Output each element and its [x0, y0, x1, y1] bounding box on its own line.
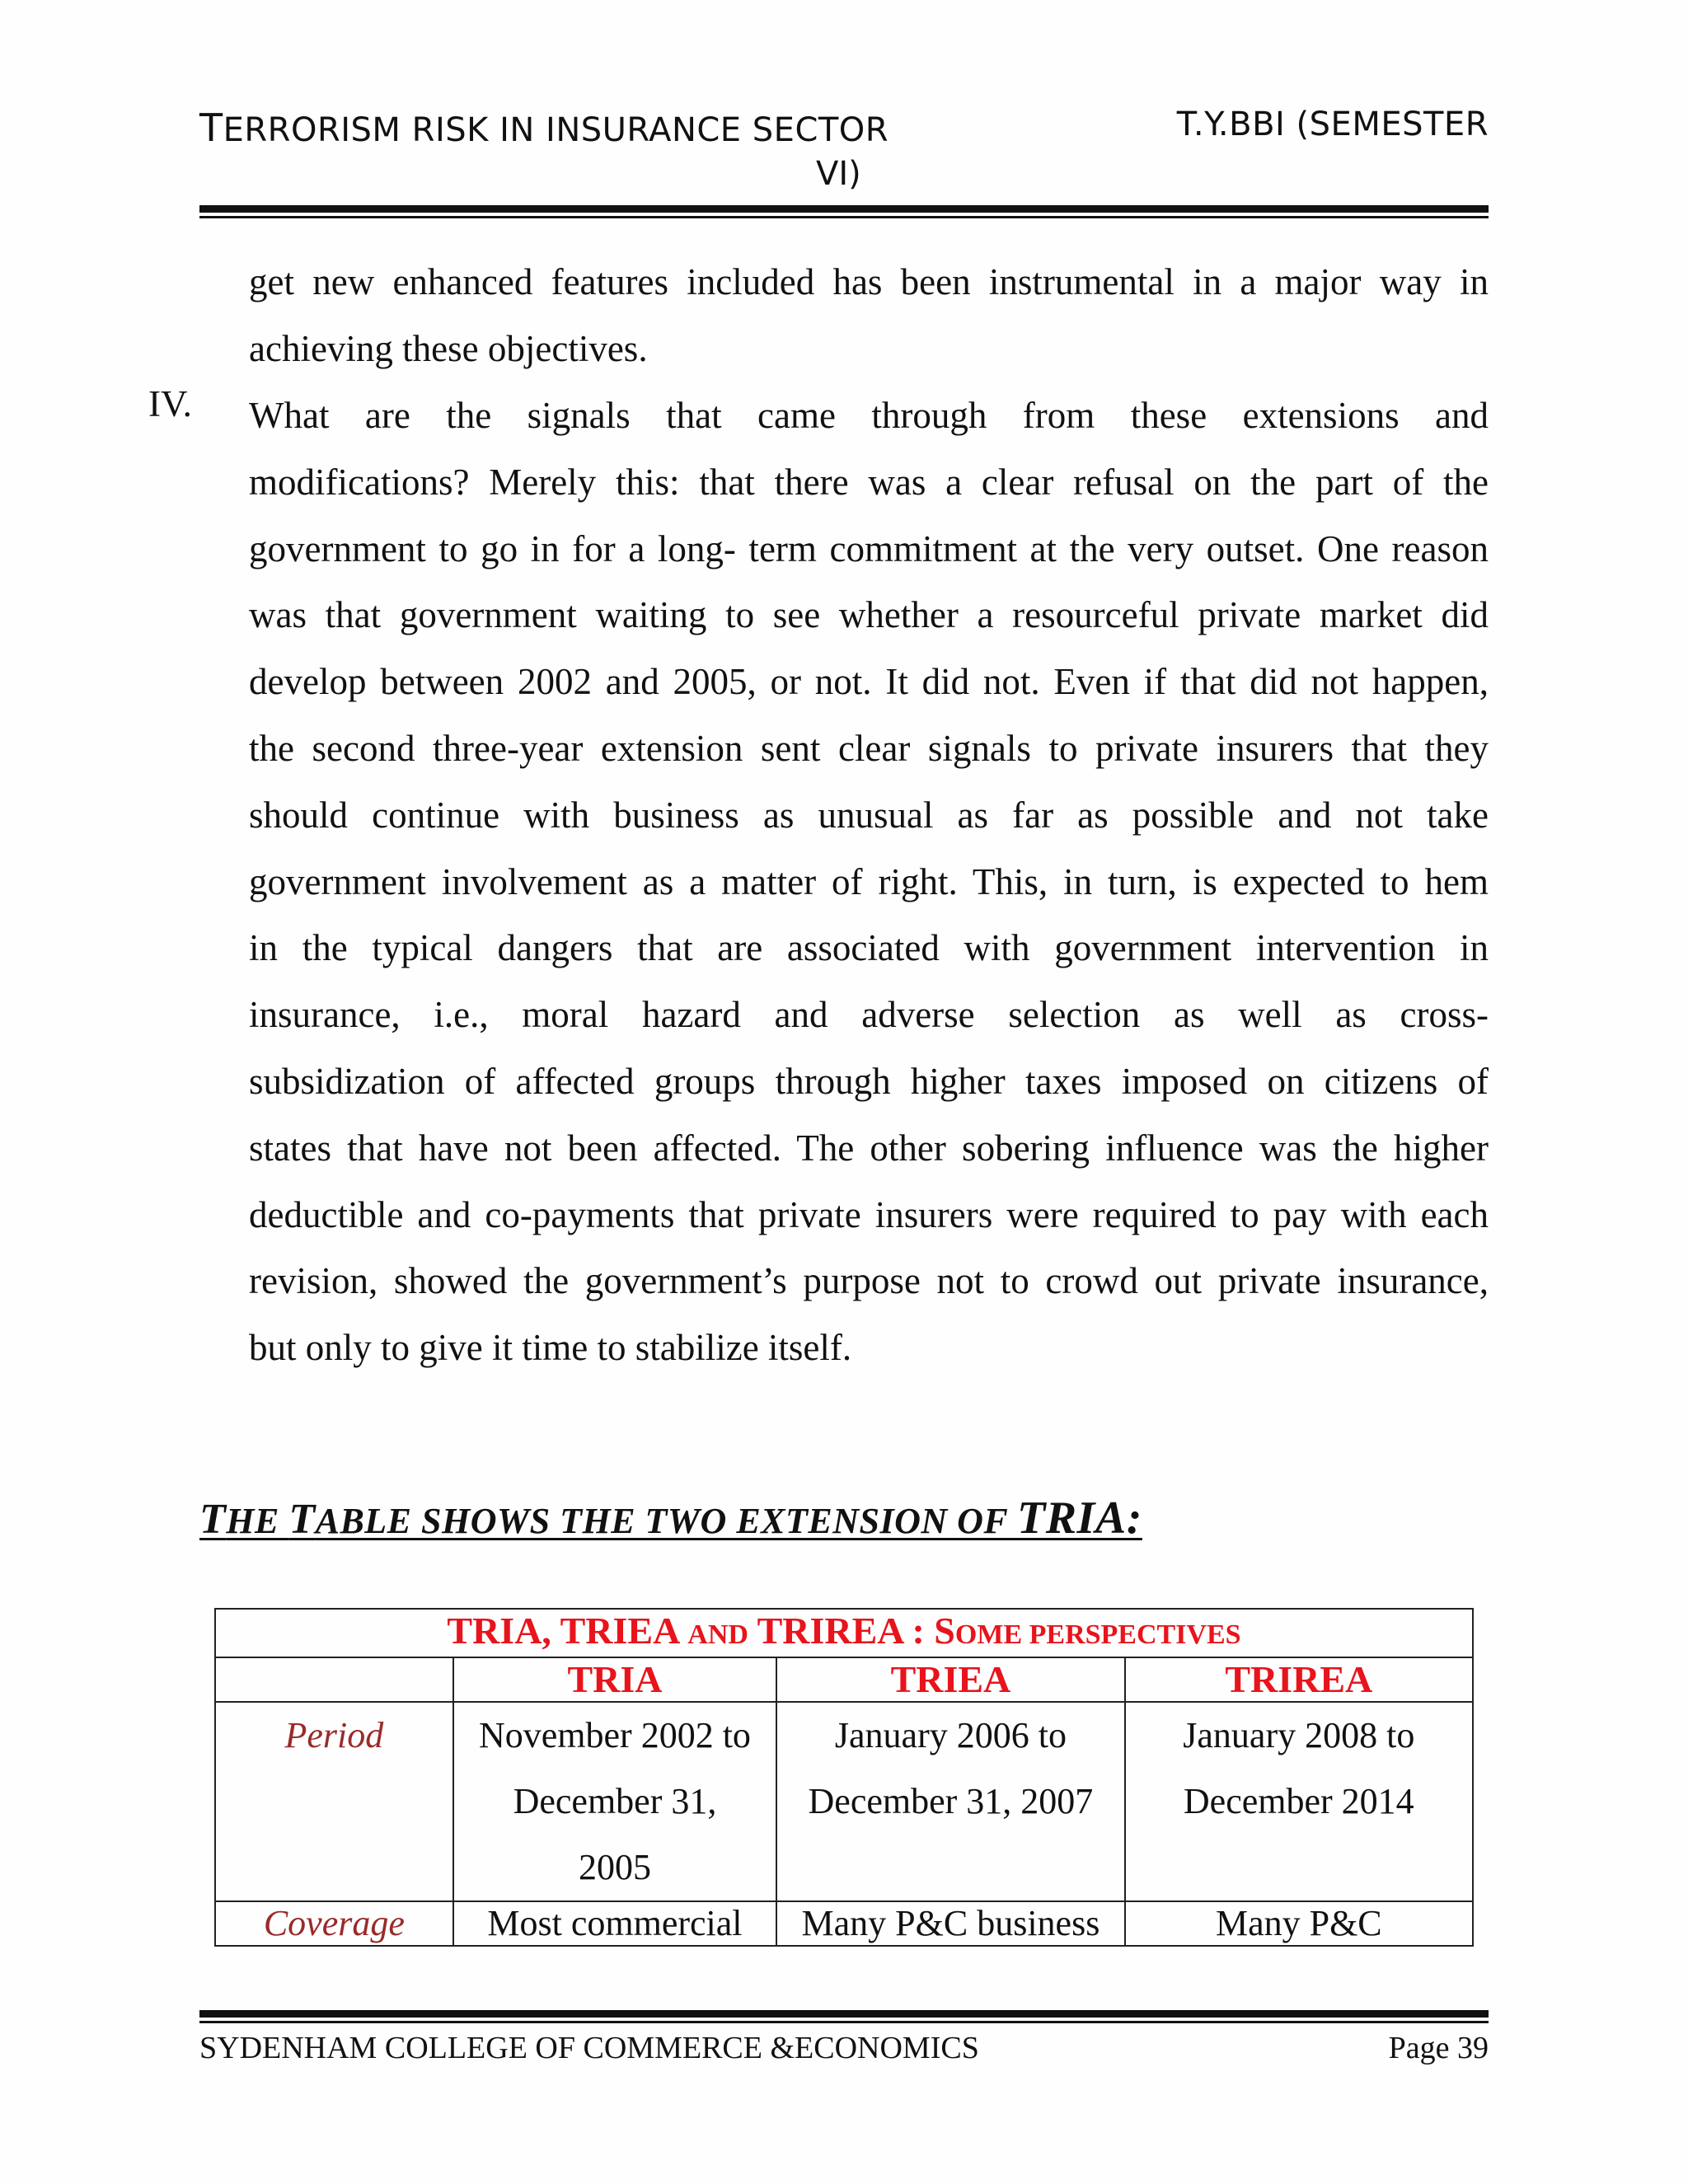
- footer-page-number: Page 39: [1388, 2031, 1489, 2065]
- table-row-coverage: [215, 1901, 1473, 1946]
- table-cell: [776, 1901, 1124, 1946]
- item-iv-paragraph: [249, 382, 1489, 1381]
- paragraph-line: subsidization of affected groups through higher taxes imposed on citizens of: [249, 1060, 1489, 1102]
- table-header-cell: TRIA: [453, 1657, 777, 1702]
- cell-line: Many P&C business: [801, 1903, 1100, 1943]
- cell-line: December 31, 2007: [808, 1781, 1094, 1821]
- paragraph-line: but only to give it time to stabilize itself.: [249, 1327, 852, 1369]
- paragraph-line: modifications? Merely this: that there was a clear refusal on the part of the: [249, 461, 1489, 503]
- cell-line: December 2014: [1183, 1781, 1414, 1821]
- paragraph-line: the second three-year extension sent clear signals to private insurers that they: [249, 727, 1489, 769]
- table-cell: [1125, 1901, 1473, 1946]
- table-header-cell: TRIEA: [776, 1657, 1124, 1702]
- paragraph-line: was that government waiting to see whether a resourceful private market did: [249, 594, 1489, 636]
- footer-college: SYDENHAM COLLEGE OF COMMERCE &ECONOMICS: [199, 2031, 979, 2065]
- header-course-rest: EMESTER: [1330, 105, 1489, 143]
- table-cell: [453, 1901, 777, 1946]
- table-title-part: AND: [687, 1619, 748, 1650]
- paragraph-line: What are the signals that came through from these extensions and: [249, 395, 1489, 436]
- cell-line: January 2006 to: [834, 1715, 1067, 1755]
- table-title-row: [215, 1609, 1473, 1657]
- table-title-part: TRIREA : S: [748, 1610, 955, 1652]
- table-title-part: OME PERSPECTIVES: [954, 1619, 1241, 1650]
- paragraph-line: revision, showed the government’s purpose not to crowd out private insurance,: [249, 1260, 1489, 1302]
- table-cell: [1125, 1702, 1473, 1901]
- heading-part: ABLE SHOWS THE TWO EXTENSION OF: [315, 1501, 1017, 1541]
- continuation-paragraph: [249, 249, 1489, 382]
- cell-line: Most commercial: [487, 1903, 743, 1943]
- item-number: IV.: [148, 383, 192, 424]
- table-header-empty: [215, 1657, 453, 1702]
- cell-line: November 2002 to: [479, 1715, 751, 1755]
- table-header-cell: TRIREA: [1125, 1657, 1473, 1702]
- heading-part: HE: [226, 1501, 289, 1541]
- heading-part: TRIA:: [1017, 1493, 1142, 1544]
- paragraph-line: government involvement as a matter of right. This, in turn, is expected to hem: [249, 860, 1489, 902]
- cell-line: January 2008 to: [1183, 1715, 1415, 1755]
- cell-line: December 31,: [513, 1781, 717, 1821]
- paragraph-line: get new enhanced features included has been instrumental in a major way in: [249, 261, 1489, 302]
- table-cell: [453, 1702, 777, 1901]
- heading-part: T: [288, 1496, 316, 1543]
- header-title-rest: ERRORISM RISK IN INSURANCE SECTOR: [223, 111, 889, 149]
- running-header-title: [199, 105, 889, 150]
- paragraph-line: government to go in for a long- term commitment at the very outset. One reason: [249, 527, 1489, 569]
- row-label: Period: [215, 1702, 453, 1901]
- table-row-period: [215, 1702, 1473, 1901]
- paragraph-line: insurance, i.e., moral hazard and adverse selection as well as cross-: [249, 994, 1489, 1036]
- cell-line: 2005: [578, 1847, 651, 1887]
- running-header-course: [1177, 105, 1489, 143]
- paragraph-line: in the typical dangers that are associated with government intervention in: [249, 927, 1489, 969]
- heading-part: T: [199, 1496, 227, 1543]
- row-label: Coverage: [215, 1901, 453, 1946]
- footer-rule: [199, 2010, 1489, 2023]
- paragraph-line: states that have not been affected. The other sobering influence was the higher: [249, 1127, 1489, 1169]
- running-header-continued: VI): [816, 155, 861, 193]
- paragraph-line: achieving these objectives.: [249, 327, 648, 369]
- table-title-part: TRIA, TRIEA: [447, 1610, 688, 1652]
- paragraph-line: develop between 2002 and 2005, or not. It did not. Even if that did not happen,: [249, 661, 1489, 703]
- paragraph-line: should continue with business as unusual as far as possible and not take: [249, 794, 1489, 836]
- cell-line: Many P&C: [1215, 1903, 1382, 1943]
- paragraph-line: deductible and co-payments that private insurers were required to pay with each: [249, 1193, 1489, 1235]
- perspectives-table: [214, 1608, 1474, 1947]
- header-rule: [199, 205, 1489, 218]
- header-title-initial: T: [199, 105, 223, 150]
- header-course-initial: T.Y.BBI (S: [1176, 105, 1331, 143]
- section-heading: [199, 1492, 1142, 1544]
- table-title: [215, 1609, 1473, 1657]
- table-header-row: [215, 1657, 1473, 1702]
- table-cell: [776, 1702, 1124, 1901]
